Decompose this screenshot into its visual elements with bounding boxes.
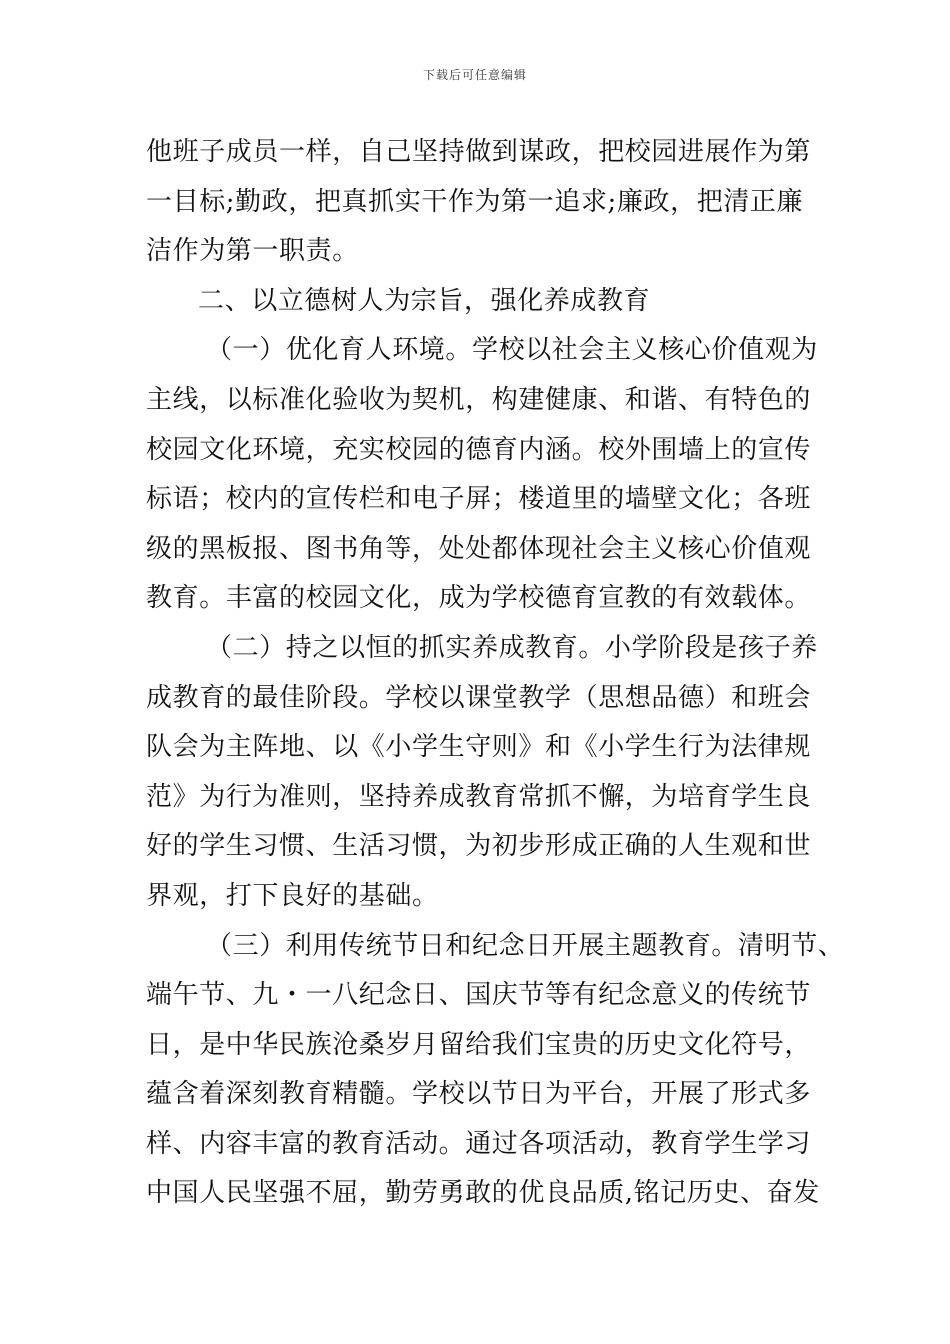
text-line: 一目标;勤政，把真抓实干作为第一追求;廉政，把清正廉 xyxy=(146,186,804,217)
document-body xyxy=(146,128,845,1219)
text-line: 中国人民坚强不屈，勤劳勇敢的优良品质,铭记历史、奋发 xyxy=(146,1178,820,1209)
text-line: 日，是中华民族沧桑岁月留给我们宝贵的历史文化符号， xyxy=(146,1029,812,1060)
page-header: 下载后可任意编辑 xyxy=(422,68,527,82)
paragraph-start: （二）持之以恒的抓实养成教育。小学阶段是孩子养 xyxy=(206,632,818,663)
paragraph-start: （一）优化育人环境。学校以社会主义核心价值观为 xyxy=(206,335,818,366)
text-line: 范》为行为准则，坚持养成教育常抓不懈，为培育学生良 xyxy=(146,781,812,812)
section-heading: 二、以立德树人为宗旨，强化养成教育 xyxy=(198,285,651,316)
text-line: 界观，打下良好的基础。 xyxy=(146,880,439,911)
text-line: 教育。丰富的校园文化，成为学校德育宣教的有效载体。 xyxy=(146,583,812,614)
text-line: 主线，以标准化验收为契机，构建健康、和谐、有特色的 xyxy=(146,384,812,415)
text-line: 队会为主阵地、以《小学生守则》和《小学生行为法律规 xyxy=(146,732,812,763)
text-line: 端午节、九・一八纪念日、国庆节等有纪念意义的传统节 xyxy=(146,980,812,1011)
text-line: 级的黑板报、图书角等，处处都体现社会主义核心价值观 xyxy=(146,533,812,564)
text-line: 好的学生习惯、生活习惯，为初步形成正确的人生观和世 xyxy=(146,831,812,862)
text-line: 样、内容丰富的教育活动。通过各项活动，教育学生学习 xyxy=(146,1128,812,1159)
text-line: 他班子成员一样，自己坚持做到谋政，把校园进展作为第 xyxy=(146,137,812,167)
paragraph-start: （三）利用传统节日和纪念日开展主题教育。清明节、 xyxy=(206,930,845,961)
text-line: 洁作为第一职责。 xyxy=(146,236,359,267)
text-line: 标语；校内的宣传栏和电子屏；楼道里的墙壁文化；各班 xyxy=(146,484,812,515)
text-line: 成教育的最佳阶段。学校以课堂教学（思想品德）和班会 xyxy=(146,682,812,713)
text-line: 校园文化环境，充实校园的德育内涵。校外围墙上的宣传 xyxy=(146,434,812,465)
text-line: 蕴含着深刻教育精髓。学校以节日为平台，开展了形式多 xyxy=(146,1079,812,1110)
